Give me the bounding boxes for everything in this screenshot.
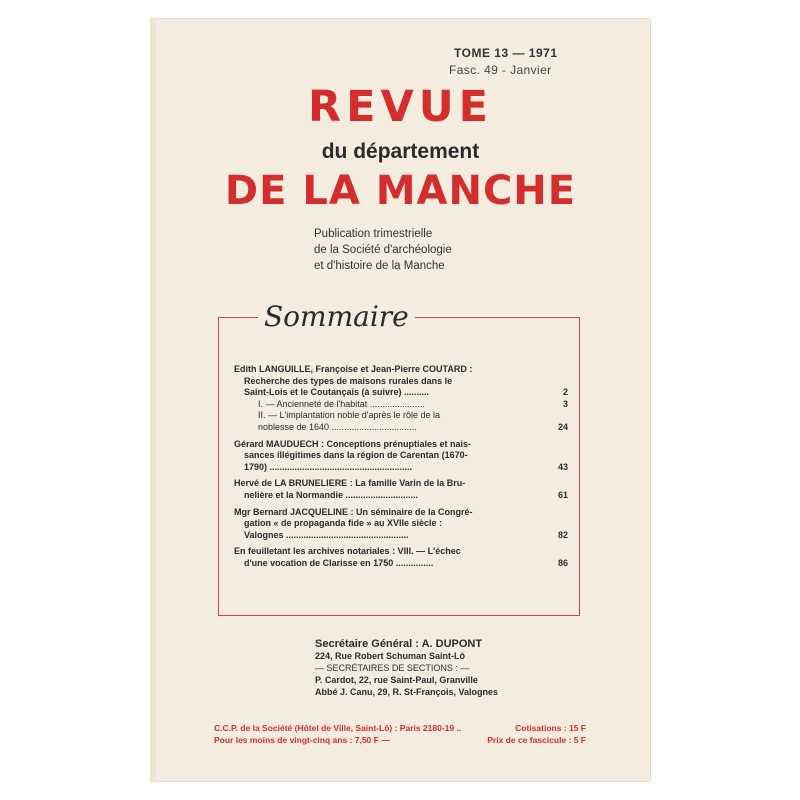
secretary-general: Secrétaire Général : A. DUPONT [315,638,483,650]
publication-line: et d'histoire de la Manche [314,260,445,272]
toc-line: II. — L'implantation noble d'après le rôle de la [258,410,441,421]
footer-youth-rate: Pour les moins de vingt-cinq ans : 7,50 F — [214,735,390,745]
title-de-la-manche: DE LA MANCHE [224,168,577,214]
toc-line: Mgr Bernard JACQUELINE : Un séminaire de la Congré- [234,506,473,517]
toc-line [234,530,568,542]
publication-line: Publication trimestrielle [314,228,433,240]
toc-line-text: Valognes ................................................. [244,529,409,540]
title-du-departement: du département [321,140,480,163]
section-secretary: Abbé J. Canu, 29, R. St-François, Valognes [315,687,499,697]
toc-line-text: 1790) ......................................................... [244,461,413,472]
toc-page: 61 [557,489,568,500]
toc-line [234,490,568,502]
secretary-address: 224, Rue Robert Schuman Saint-Lô [315,651,466,661]
toc-line: En feuilletant les archives notariales : VIII. — L'échec [234,546,461,557]
section-secretary: P. Cardot, 22, rue Saint-Paul, Granville [315,675,478,685]
toc-entry [234,478,568,501]
publication-line: de la Société d'archéologie [314,244,452,256]
table-of-contents [234,364,568,575]
toc-line [234,387,568,399]
footer-issue-price: Prix de ce fascicule : 5 F [487,735,586,745]
toc-line-text: I. — Ancienneté de l'habitat ...................... [258,398,425,409]
toc-page: 24 [557,421,568,432]
toc-line [234,422,568,434]
toc-line: Hervé de LA BRUNELIERE : La famille Varin de la Bru- [234,478,466,489]
toc-author: Edith LANGUILLE, Françoise et Jean-Pierre COUTARD : [234,364,473,374]
toc-line [234,558,568,570]
tome-number: TOME 13 — 1971 [454,46,558,60]
publication-info [314,226,452,274]
toc-line-text: nelière et la Normandie ............................. [244,489,419,500]
toc-line: Gérard MAUDUECH : Conceptions prénuptiales et nais- [234,438,472,449]
footer-row [214,734,586,746]
toc-entry [234,439,568,474]
fascicle-label: Fasc. 49 - Janvier [449,63,552,77]
journal-cover [150,18,651,782]
toc-page: 2 [562,387,568,398]
footer-ccp: C.C.P. de la Société (Hôtel de Ville, Saint-Lô) : Paris 2180-19 .. [214,723,462,733]
toc-page: 82 [557,529,568,540]
title-revue: REVUE [307,82,494,132]
toc-line-text: d'une vocation de Clarisse en 1750 ............... [244,557,434,568]
cover-edge [150,18,156,782]
toc-page: 3 [562,398,568,409]
toc-line: sances illégitimes dans la région de Carentan (1670- [244,450,468,461]
toc-entry [234,507,568,542]
secretariat-block [315,638,498,698]
toc-line-text: Saint-Lois et le Coutançais (à suivre) .......... [244,387,430,398]
toc-line [234,399,568,411]
subscription-footer [214,722,586,746]
toc-page: 43 [557,461,568,472]
footer-row [214,722,586,734]
footer-cotisations: Cotisations : 15 F [515,723,586,733]
sections-heading: — SECRÉTAIRES DE SECTIONS : — [315,663,470,673]
toc-line [234,462,568,474]
sommaire-heading: Sommaire [258,300,415,333]
toc-line: Recherche des types de maisons rurales dans le [244,375,453,386]
toc-entry [234,364,568,434]
toc-entry [234,546,568,569]
toc-line-text: noblesse de 1640 .................................. [258,421,417,432]
toc-page: 86 [557,557,568,568]
toc-line: gation « de propaganda fide » au XVIIe siècle : [244,518,443,529]
